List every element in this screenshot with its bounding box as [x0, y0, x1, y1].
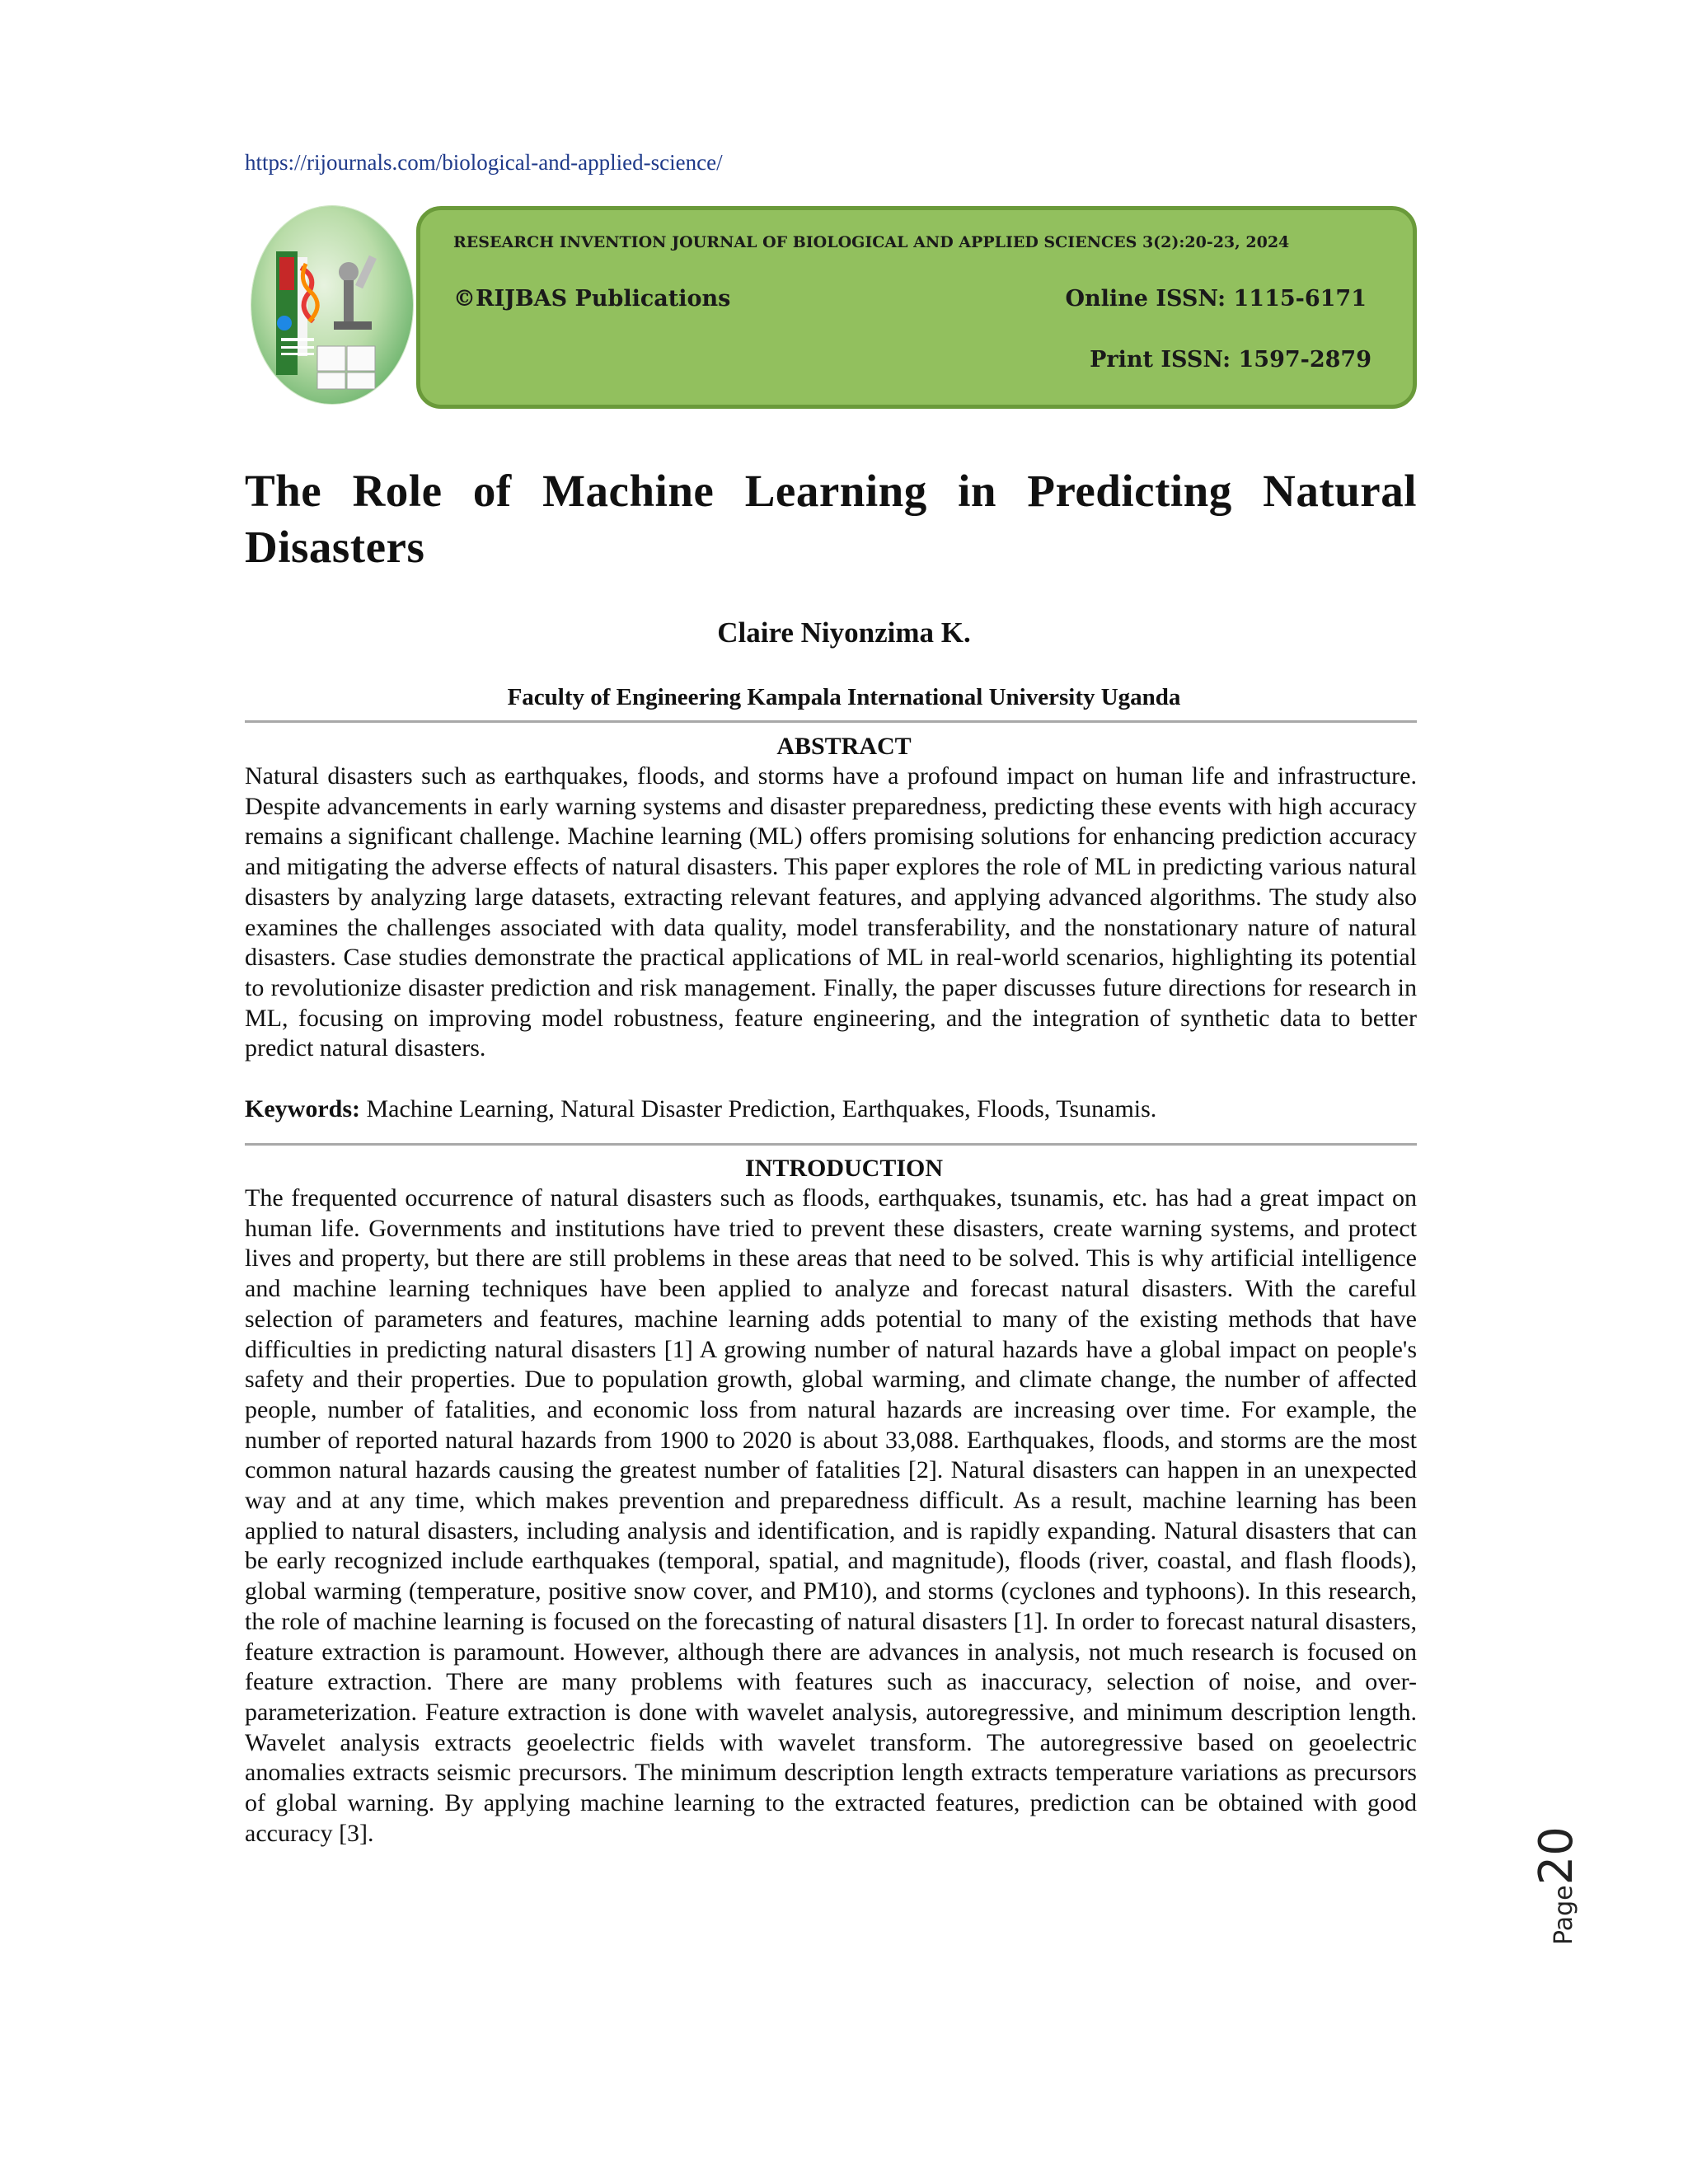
page-number-value: 20 [1530, 1826, 1583, 1886]
online-issn: Online ISSN: 1115-6171 [1065, 286, 1367, 312]
keywords-label: Keywords: [245, 1095, 360, 1122]
author-affiliation: Faculty of Engineering Kampala International University Uganda [507, 684, 1181, 710]
paper-title: The Role of Machine Learning in Predicting Natural Disasters [245, 466, 1417, 572]
journal-banner [416, 206, 1417, 409]
abstract-heading: ABSTRACT [776, 733, 912, 760]
introduction-text: The frequented occurrence of natural disasters such as floods, earthquakes, tsunamis, etc. has had a great impact on human life. Governments and institutions have tried to prevent these disasters, create warning systems, and protect lives and property, but there are still problems in these areas that need to be solved. This is why artificial intelligence and machine learning techniques have been applied to analyze and forecast natural disasters. With the careful selection of parameters and features, machine learning adds potential to many of the existing methods that have difficulties in predicting natural disasters [1] A growing number of natural hazards have a global impact on people's safety and their properties. Due to population growth, global warming, and climate change, the number of affected people, number of fatalities, and economic loss from natural hazards are increasing over time. For example, the number of reported natural hazards from 1900 to 2020 is about 33,088. Earthquakes, floods, and storms are the most common natural hazards causing the greatest number of fatalities [2]. Natural disasters can happen in an unexpected way and at any time, which makes prevention and preparedness difficult. As a result, machine learning has been applied to natural disasters, including analysis and identification, and is rapidly expanding. Natural disasters that can be early recognized include earthquakes (temporal, spatial, and magnitude), floods (river, coastal, and flash floods), global warming (temperature, positive snow cover, and PM10), and storms (cyclones and typhoons). In this research, the role of machine learning is focused on the forecasting of natural disasters [1]. In order to forecast natural disasters, feature extraction is paramount. However, although there are advances in analysis, not much research is focused on feature extraction. There are many problems with features such as inaccuracy, selection of noise, and over-parameterization. Feature extraction is done with wavelet analysis, autoregressive, and minimum description length. Wavelet analysis extracts geoelectric fields with wavelet transform. The autoregressive based on geoelectric anomalies extracts seismic precursors. The minimum description length extracts temperature variations as precursors of global warning. By applying machine learning to the extracted features, prediction can be obtained with good accuracy [3]. [245, 1184, 1417, 1847]
journal-url[interactable]: https://rijournals.com/biological-and-applied-science/ [245, 150, 723, 175]
page-number [1530, 1826, 1583, 1978]
publisher: ©RIJBAS Publications [453, 286, 731, 312]
author-name: Claire Niyonzima K. [717, 616, 971, 649]
abstract-text: Natural disasters such as earthquakes, floods, and storms have a profound impact on human life and infrastructure. Despite advancements in early warning systems and disaster preparedness, predicting these events with high accuracy remains a significant challenge. Machine learning (ML) offers promising solutions for enhancing prediction accuracy and mitigating the adverse effects of natural disasters. This paper explores the role of ML in predicting various natural disasters by analyzing large datasets, extracting relevant features, and applying advanced algorithms. The study also examines the challenges associated with data quality, model transferability, and the nonstationary nature of natural disasters. Case studies demonstrate the practical applications of ML in real-world scenarios, highlighting its potential to revolutionize disaster prediction and risk management. Finally, the paper discusses future directions for research in ML, focusing on improving model robustness, feature engineering, and the integration of synthetic data to better predict natural disasters. [245, 762, 1417, 1062]
introduction-heading: INTRODUCTION [744, 1155, 944, 1182]
journal-logo [251, 206, 413, 404]
journal-name: RESEARCH INVENTION JOURNAL OF BIOLOGICAL AND APPLIED SCIENCES 3(2):20-23, 2024 [453, 233, 1290, 251]
divider [245, 1143, 1417, 1146]
divider [245, 720, 1417, 723]
keywords-list: Machine Learning, Natural Disaster Prediction, Earthquakes, Floods, Tsunamis. [366, 1095, 1157, 1122]
page-label: Page [1550, 1885, 1578, 1945]
keywords [245, 1094, 1417, 1125]
print-issn: Print ISSN: 1597-2879 [1090, 347, 1372, 373]
logo-illustration-icon [251, 206, 413, 404]
